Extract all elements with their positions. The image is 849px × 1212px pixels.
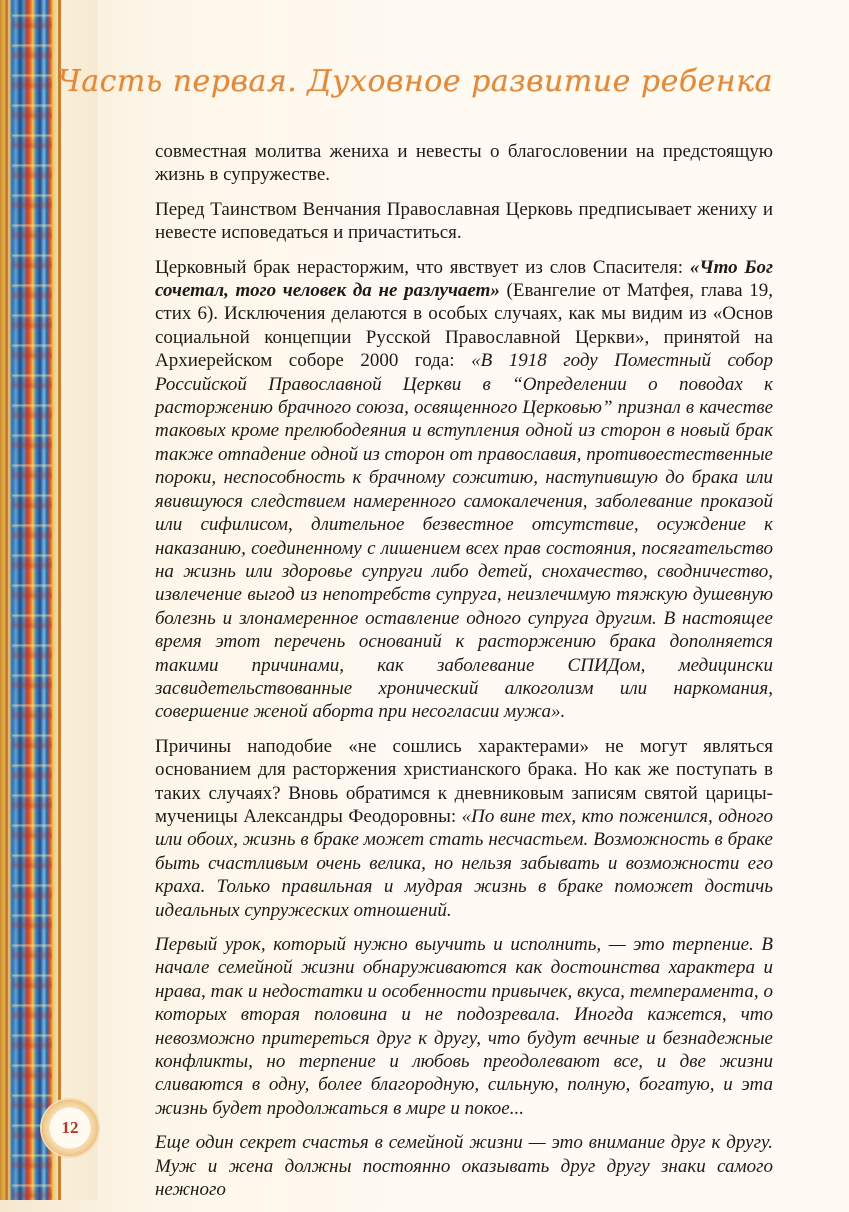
page-header-title: Часть первая. Духовное развитие ребенка [57,64,773,99]
border-divider [58,0,61,1200]
paragraph-5: Первый урок, который нужно выучить и исполнить, — это терпение. В начале семейной жизни обнаруживаются как достоинства характера и нрава, так и недостатки и особенности привычек, вкуса, темперамента, о которых вторая половина и не подозревала. Иногда кажется, что невозможно притереться друг к другу, что будут вечные и безнадежные конфликты, но терпение и любовь преодолевают все, и две жизни сливаются в одну, более благородную, сильную, полную, богатую, и эта жизнь будет продолжаться в мире и покое... [155,934,773,1119]
paragraph-3-text-c: (Евангелие от Матфея, глава 19, стих 6). Исключения делаются в особых случаях, как мы видим из «Основ социальной концепции Русской Православной Церкви», принятой на Архиерейском соборе 2000 года: [155,280,773,372]
council-quote: «В 1918 году Поместный собор Российской Православной Церкви в “Определении о поводах к расторжению брачного союза, освященного Церковью” признал в качестве таковых кроме прелюбодеяния и вступления одной из сторон в новый брак также отпадение одной из сторон от православия, противоестественные пороки, неспособность к брачному сожитию, наступившую до брака или явившуюся следствием намеренного самокалечения, заболевание проказой или сифилисом, длительное безвестное отсутствие, осуждение к наказанию, соединенному с лишением всех прав состояния, посягательство на жизнь или здоровье супруги либо детей, снохачество, сводничество, извлечение выгод из непотребств супруга, неизлечимую тяжкую душевную болезнь и злонамеренное оставление одного супруга другим. В настоящее время этот перечень оснований к расторжению брака дополняется такими причинами, как заболевание СПИДом, медицински засвидетельствованные хронический алкоголизм или наркомания, совершение женой аборта при несогласии мужа». [155,350,773,723]
paragraph-1: совместная молитва жениха и невесты о благословении на предстоящую жизнь в супружестве. [155,141,773,186]
ornamental-border [0,0,98,1200]
paragraph-4 [155,735,773,922]
paragraph-3 [155,256,773,724]
page-number: 12 [61,1118,79,1137]
paragraph-4-text-a: Причины наподобие «не сошлись характерами» не могут являться основанием для расторжения христианского брака. Но как же поступать в таких случаях? Вновь обратимся к дневниковым записям святой царицы-мученицы Александры Феодоровны: [155,735,773,827]
page-number-badge [42,1100,98,1156]
gospel-quote: «Что Бог сочетал, того человек да не разлучает» [155,256,773,302]
paragraph-6: Еще один секрет счастья в семейной жизни — это внимание друг к другу. Муж и жена должны постоянно оказывать друг другу знаки самого нежного [155,1132,773,1201]
paragraph-2: Перед Таинством Венчания Православная Церковь предписывает жениху и невесте исповедаться и причаститься. [155,198,773,244]
page-body [155,140,773,1212]
paragraph-3-text-a: Церковный брак нерасторжим, что явствует из слов Спасителя: [155,256,690,278]
diary-quote: «По вине тех, кто поженился, одного или обоих, жизнь в браке может стать несчастьем. Возможность в браке быть счастливым очень велика, но нельзя забывать и возможности его краха. Только правильная и мудрая жизнь в браке поможет достичь идеальных супружеских отношений. [155,805,774,921]
